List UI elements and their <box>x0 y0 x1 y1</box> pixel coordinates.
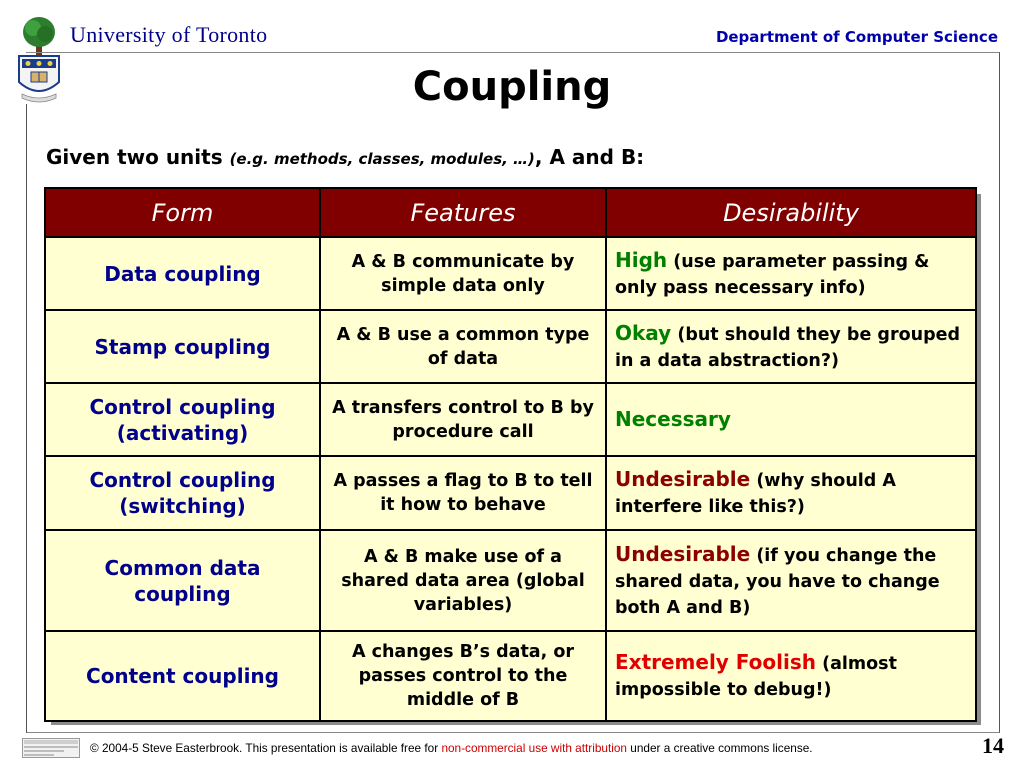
features-cell: A & B use a common type of data <box>320 310 606 383</box>
desirability-cell <box>606 383 976 456</box>
department-name: Department of Computer Science <box>715 28 998 46</box>
desirability-cell <box>606 530 976 631</box>
column-header-form: Form <box>45 188 320 237</box>
column-header-desirability: Desirability <box>606 188 976 237</box>
footer-tail: under a creative commons license. <box>627 741 813 755</box>
table-row <box>45 631 976 721</box>
table-row <box>45 237 976 310</box>
table-row <box>45 310 976 383</box>
license-link[interactable]: non-commercial use with attribution <box>441 741 627 755</box>
form-cell: Control coupling (activating) <box>45 383 320 456</box>
rating-note: (why should A interfere like this?) <box>615 471 896 517</box>
university-name: University of Toronto <box>70 22 268 47</box>
features-cell: A passes a flag to B to tell it how to behave <box>320 456 606 530</box>
slide-frame-left-edge <box>26 104 27 733</box>
features-cell: A transfers control to B by procedure call <box>320 383 606 456</box>
rating-label: Undesirable <box>615 541 751 566</box>
rating-label: Necessary <box>615 406 731 431</box>
footer-copyright: © 2004-5 Steve Easterbrook. This presentation is available free for <box>90 741 442 755</box>
subtitle-tail: , A and B: <box>534 145 645 169</box>
table-row <box>45 530 976 631</box>
rating-note: (almost impossible to debug!) <box>615 654 897 700</box>
rating-label: Okay <box>615 320 672 345</box>
page-number: 14 <box>982 733 1004 758</box>
subtitle-lead: Given two units <box>46 145 230 169</box>
desirability-cell <box>606 310 976 383</box>
rating-label: High <box>615 247 668 272</box>
form-cell: Content coupling <box>45 631 320 721</box>
slide-subtitle <box>46 145 644 169</box>
desirability-cell <box>606 237 976 310</box>
rating-label: Extremely Foolish <box>615 650 816 674</box>
rating-label: Undesirable <box>615 467 751 491</box>
rating-note: (but should they be grouped in a data abstraction?) <box>615 324 960 371</box>
table-row <box>45 456 976 530</box>
coupling-table <box>44 187 977 722</box>
features-cell: A & B communicate by simple data only <box>320 237 606 310</box>
form-cell: Control coupling (switching) <box>45 456 320 530</box>
slide-title: Coupling <box>412 64 612 110</box>
desirability-cell <box>606 631 976 721</box>
table-row <box>45 383 976 456</box>
table-header-row <box>45 188 976 237</box>
creative-commons-badge <box>22 738 80 758</box>
column-header-features: Features <box>320 188 606 237</box>
subtitle-examples: (e.g. methods, classes, modules, …) <box>229 150 535 168</box>
desirability-cell <box>606 456 976 530</box>
rating-note: (if you change the shared data, you have to change both A and B) <box>615 545 940 618</box>
form-cell: Data coupling <box>45 237 320 310</box>
form-cell: Common data coupling <box>45 530 320 631</box>
footer-notice <box>90 741 813 755</box>
form-cell: Stamp coupling <box>45 310 320 383</box>
rating-note: (use parameter passing & only pass necessary info) <box>615 251 930 298</box>
features-cell: A changes B’s data, or passes control to the middle of B <box>320 631 606 721</box>
features-cell: A & B make use of a shared data area (global variables) <box>320 530 606 631</box>
